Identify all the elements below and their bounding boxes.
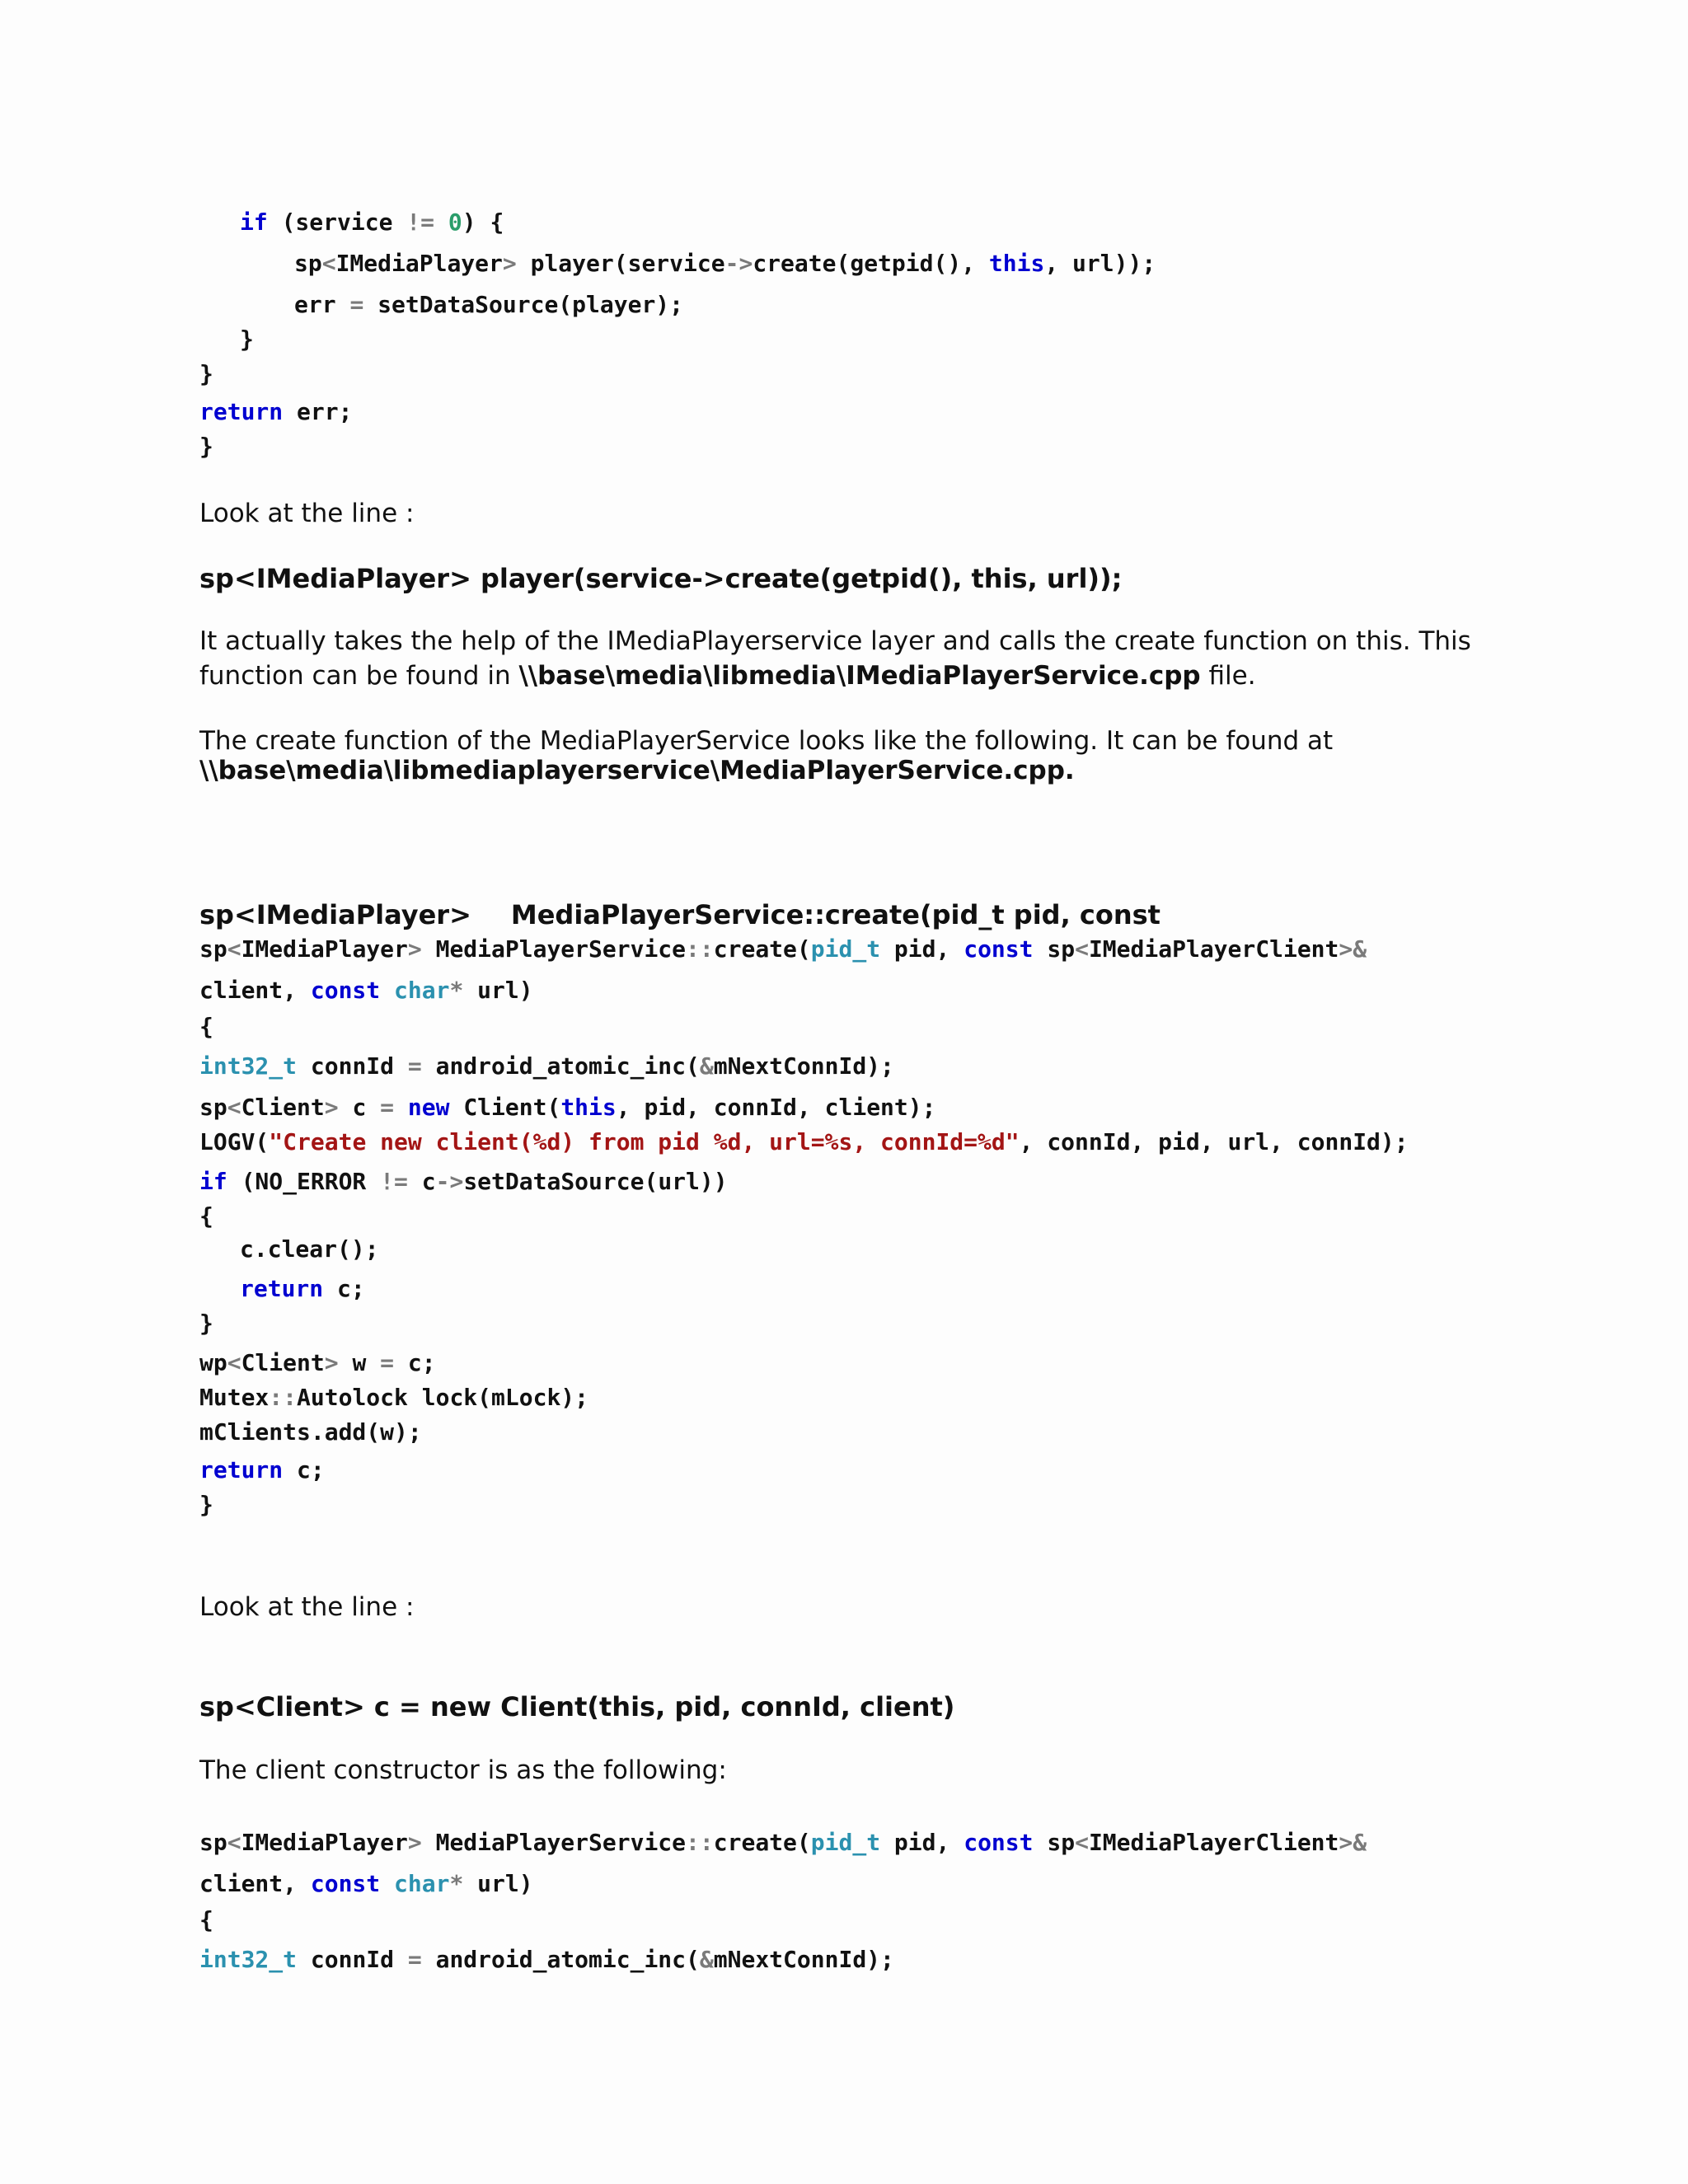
code-token: this	[560, 1094, 617, 1121]
code-line: }	[199, 360, 213, 387]
code-token: const	[310, 1870, 381, 1897]
code-token	[434, 209, 448, 236]
code-token: ::	[686, 1829, 714, 1856]
code-line	[240, 1277, 365, 1301]
code-token: client,	[199, 977, 311, 1004]
code-token: MediaPlayerService	[421, 935, 687, 963]
code-line	[199, 1170, 728, 1193]
code-token: (service	[267, 209, 407, 236]
code-line: }	[240, 326, 254, 353]
code-line	[240, 211, 504, 234]
code-token: Client	[241, 1349, 325, 1376]
paragraph-line: The create function of the MediaPlayerService looks like the following. It can be found at	[199, 726, 1334, 756]
code-line	[199, 1349, 436, 1376]
code-token: setDataSource(url))	[463, 1168, 728, 1195]
code-line: }	[199, 1491, 213, 1518]
text-run: file.	[1200, 660, 1256, 691]
text-run: function can be found in	[199, 660, 519, 691]
code-token: create(	[713, 1829, 811, 1856]
code-line: {	[199, 1013, 213, 1040]
code-token	[394, 1094, 408, 1121]
code-token: *	[449, 1870, 464, 1897]
code-token: >	[324, 1349, 339, 1376]
code-token: pid_t	[810, 1829, 881, 1856]
code-token: int32_t	[199, 1052, 298, 1080]
code-token: , connId, pid, url, connId);	[1019, 1128, 1409, 1155]
code-token: android_atomic_inc(	[421, 1052, 700, 1080]
code-token: =	[349, 291, 364, 318]
code-token: ->	[724, 250, 753, 277]
code-token: err	[294, 291, 350, 318]
code-token: const	[310, 977, 381, 1004]
code-token: pid,	[880, 1829, 964, 1856]
code-token: Client(	[449, 1094, 561, 1121]
code-token: c	[338, 1094, 381, 1121]
paragraph: Look at the line :	[199, 1592, 415, 1622]
code-token: err;	[283, 398, 353, 425]
code-token: wp	[199, 1349, 227, 1376]
code-token: <	[321, 250, 336, 277]
code-token: return	[199, 1456, 284, 1483]
code-line	[199, 979, 533, 1002]
code-line	[199, 398, 353, 425]
code-token: c;	[283, 1456, 325, 1483]
code-token: char	[394, 977, 450, 1004]
code-token: pid,	[880, 935, 964, 963]
code-token: if	[240, 209, 268, 236]
paragraph	[199, 625, 1471, 694]
code-line	[199, 1456, 325, 1483]
code-token: return	[199, 398, 284, 425]
code-token: sp	[294, 250, 322, 277]
code-token: const	[964, 935, 1034, 963]
code-token: &	[699, 1946, 714, 1973]
code-token: this	[988, 250, 1045, 277]
code-line	[199, 1052, 894, 1080]
code-token: ::	[269, 1384, 298, 1411]
code-token: setDataSource(player);	[363, 291, 684, 318]
file-path: \\base\media\libmedia\IMediaPlayerService.cpp	[518, 660, 1201, 691]
code-token: Client	[241, 1094, 325, 1121]
paragraph-line	[199, 659, 1471, 694]
code-token: ::	[686, 935, 714, 963]
code-token: android_atomic_inc(	[421, 1946, 700, 1973]
heading-part: sp<IMediaPlayer>	[199, 899, 471, 930]
code-line	[199, 1831, 1367, 1854]
code-token: <	[1075, 935, 1089, 963]
paragraph	[199, 727, 1333, 785]
code-token: ->	[435, 1168, 464, 1195]
code-token	[380, 977, 394, 1004]
code-token: sp	[1033, 935, 1076, 963]
code-token: <	[227, 935, 241, 963]
code-token: sp	[199, 1829, 227, 1856]
heading-part: MediaPlayerService::create(pid_t pid, const	[510, 899, 1160, 930]
code-line: }	[199, 1310, 213, 1337]
code-line	[199, 1096, 936, 1119]
paragraph-line: It actually takes the help of the IMediaPlayerservice layer and calls the create function on this. This	[199, 626, 1471, 656]
code-line	[294, 293, 683, 316]
code-line: c.clear();	[240, 1235, 379, 1263]
code-token: w	[338, 1349, 381, 1376]
code-token: (NO_ERROR	[227, 1168, 381, 1195]
code-token: IMediaPlayerClient	[1088, 935, 1339, 963]
code-token: >	[502, 250, 517, 277]
code-token: =	[380, 1094, 395, 1121]
code-token: Mutex	[199, 1384, 270, 1411]
code-token: c	[407, 1168, 436, 1195]
code-token: create(getpid(),	[753, 250, 989, 277]
code-line: {	[199, 1202, 213, 1230]
code-token: MediaPlayerService	[421, 1829, 687, 1856]
code-token: 0	[448, 209, 462, 236]
code-token: !=	[380, 1168, 408, 1195]
code-token: LOGV(	[199, 1128, 270, 1155]
code-token: int32_t	[199, 1946, 298, 1973]
code-token: , pid, connId, client);	[616, 1094, 936, 1121]
code-line	[199, 1386, 588, 1409]
highlighted-code-line: sp<IMediaPlayer> player(service->create(getpid(), this, url));	[199, 563, 1123, 594]
code-token: >&	[1339, 1829, 1367, 1856]
code-token: create(	[713, 935, 811, 963]
code-token: >&	[1339, 935, 1367, 963]
paragraph: Look at the line :	[199, 499, 415, 528]
code-line	[199, 1948, 894, 1971]
code-token: =	[380, 1349, 395, 1376]
code-token: Autolock lock(mLock);	[297, 1384, 589, 1411]
paragraph: The client constructor is as the following:	[199, 1755, 727, 1785]
function-heading	[199, 899, 1160, 930]
code-token: >	[324, 1094, 339, 1121]
code-token: sp	[199, 1094, 227, 1121]
code-line: {	[199, 1906, 213, 1933]
code-token: "Create new client(%d) from pid %d, url=%s, connId=%d"	[269, 1128, 1020, 1155]
highlighted-code-line: sp<Client> c = new Client(this, pid, connId, client)	[199, 1691, 955, 1722]
code-line: mClients.add(w);	[199, 1418, 422, 1446]
code-token: =	[407, 1946, 422, 1973]
code-token: new	[407, 1094, 450, 1121]
code-line	[199, 1872, 533, 1896]
code-token: client,	[199, 1870, 311, 1897]
code-token: *	[449, 977, 464, 1004]
code-token: &	[699, 1052, 714, 1080]
code-token: !=	[406, 209, 435, 236]
code-line	[294, 252, 1156, 275]
file-path: \\base\media\libmediaplayerservice\MediaPlayerService.cpp.	[199, 755, 1075, 785]
code-token	[380, 1870, 394, 1897]
code-line	[199, 1128, 1409, 1155]
code-token: if	[199, 1168, 227, 1195]
code-line	[199, 935, 1367, 963]
code-token: c;	[394, 1349, 436, 1376]
code-token: >	[407, 935, 422, 963]
code-token: IMediaPlayer	[241, 935, 408, 963]
code-token: <	[227, 1094, 241, 1121]
code-token: c;	[323, 1275, 365, 1302]
code-token: url)	[463, 977, 533, 1004]
code-token: char	[394, 1870, 450, 1897]
code-token: const	[964, 1829, 1034, 1856]
code-line: }	[199, 433, 213, 460]
code-token: pid_t	[810, 935, 881, 963]
code-token: connId	[297, 1052, 408, 1080]
code-token: return	[240, 1275, 324, 1302]
code-token: connId	[297, 1946, 408, 1973]
code-token: mNextConnId);	[713, 1946, 894, 1973]
code-token: <	[1075, 1829, 1089, 1856]
code-token: <	[227, 1829, 241, 1856]
code-token: sp	[1033, 1829, 1076, 1856]
code-token: mNextConnId);	[713, 1052, 894, 1080]
code-token: ) {	[462, 209, 504, 236]
code-token: >	[407, 1829, 422, 1856]
code-token: <	[227, 1349, 241, 1376]
code-token: IMediaPlayer	[241, 1829, 408, 1856]
code-token: =	[407, 1052, 422, 1080]
code-token: , url));	[1044, 250, 1156, 277]
code-token: player(service	[516, 250, 725, 277]
code-token: IMediaPlayerClient	[1088, 1829, 1339, 1856]
code-token: url)	[463, 1870, 533, 1897]
code-token: sp	[199, 935, 227, 963]
code-token: IMediaPlayer	[335, 250, 503, 277]
